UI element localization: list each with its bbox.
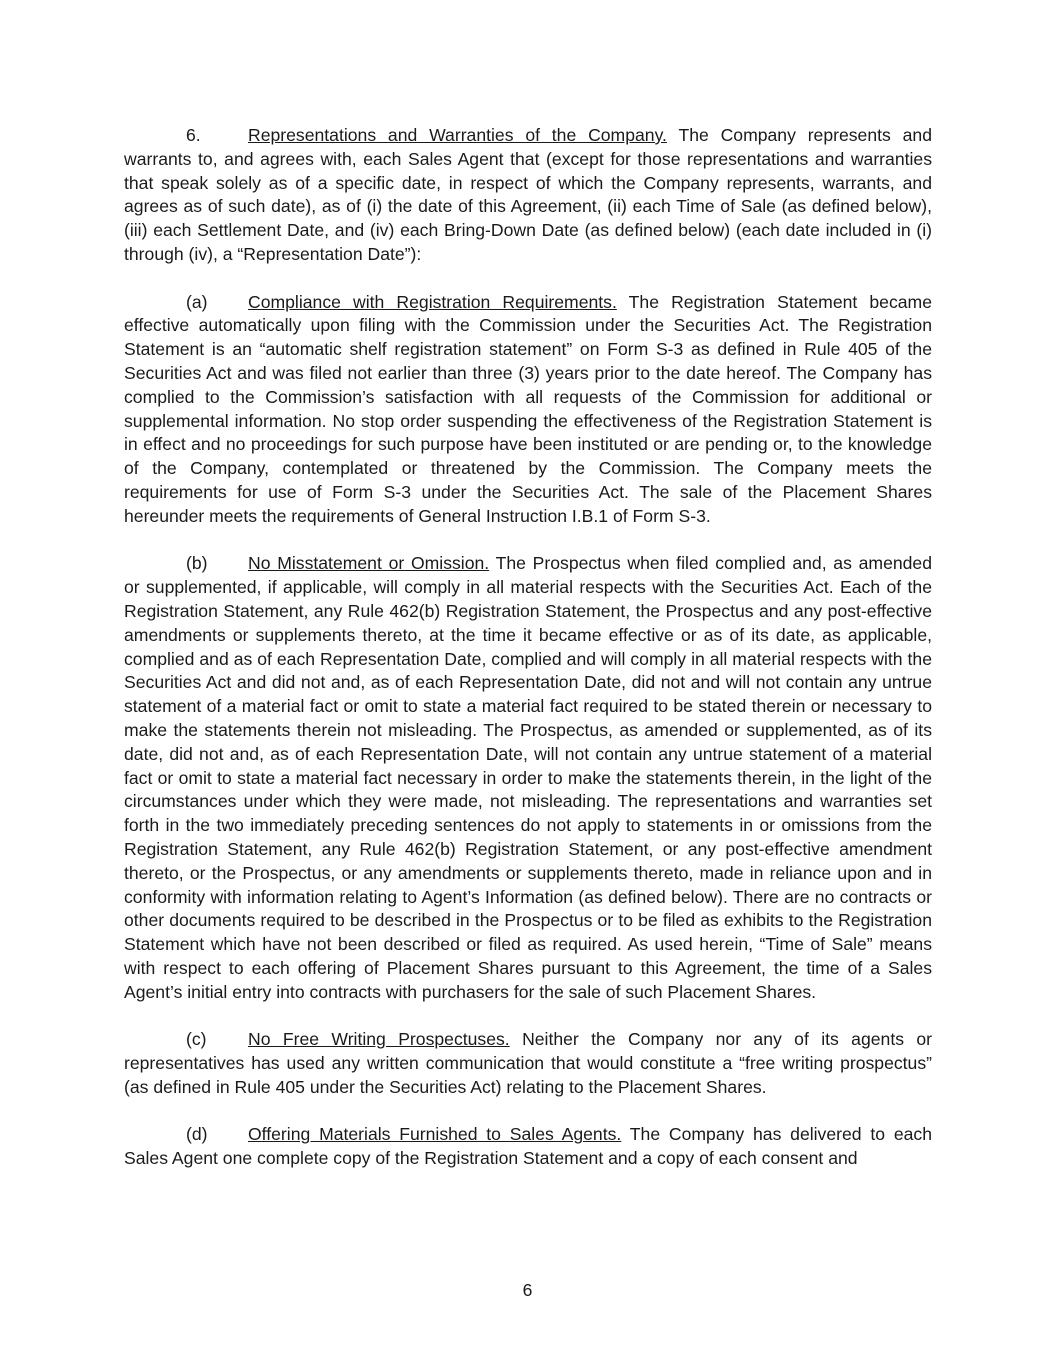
clause-b-paragraph	[124, 552, 932, 1004]
clause-label: (d)	[186, 1124, 208, 1145]
section-6-paragraph	[124, 124, 932, 267]
clause-a-paragraph	[124, 291, 932, 529]
clause-d-paragraph	[124, 1123, 932, 1171]
section-body: The Company represents and warrants to, and agrees with, each Sales Agent that (except for those representations and warranties that speak solely as of a specific date, in respect of which the Company represents, warrants, and agrees as of such date), as of (i) the date of this Agreement, (ii) each Time of Sale (as defined below), (iii) each Settlement Date, and (iv) each Bring-Down Date (as defined below) (each date included in (i) through (iv), a “Representation Date”):	[124, 125, 932, 264]
clause-body: Neither the Company nor any of its agents or representatives has used any written communication that would constitute a “free writing prospectus” (as defined in Rule 405 under the Securities Act) relating to the Placement Shares.	[124, 1029, 933, 1097]
clause-label: (b)	[186, 553, 208, 574]
document-page	[124, 124, 932, 1195]
clause-heading: No Misstatement or Omission.	[248, 553, 490, 574]
clause-heading: Offering Materials Furnished to Sales Agents.	[248, 1124, 622, 1145]
clause-body: The Prospectus when filed complied and, as amended or supplemented, if applicable, will comply in all material respects with the Securities Act. Each of the Registration Statement, any Rule 462(b) Registration Statement, the Prospectus and any post-effective amendments or supplements thereto, at the time it became effective or as of its date, as applicable, complied and as of each Representation Date, complied and will comply in all material respects with the Securities Act and did not and, as of each Representation Date, did not and will not contain any untrue statement of a material fact or omit to state a material fact required to be stated therein or necessary to make the statements therein not misleading. The Prospectus, as amended or supplemented, as of its date, did not and, as of each Representation Date, will not contain any untrue statement of a material fact or omit to state a material fact necessary in order to make the statements therein, in the light of the circumstances under which they were made, not misleading. The representations and warranties set forth in the two immediately preceding sentences do not apply to statements in or omissions from the Registration Statement, any Rule 462(b) Registration Statement, or any post-effective amendment thereto, or the Prospectus, or any amendments or supplements thereto, made in reliance upon and in conformity with information relating to Agent’s Information (as defined below). There are no contracts or other documents required to be described in the Prospectus or to be filed as exhibits to the Registration Statement which have not been described or filed as required. As used herein, “Time of Sale” means with respect to each offering of Placement Shares pursuant to this Agreement, the time of a Sales Agent’s initial entry into contracts with purchasers for the sale of such Placement Shares.	[124, 553, 932, 1002]
clause-label: (c)	[186, 1029, 207, 1050]
clause-body: The Registration Statement became effective automatically upon filing with the Commission under the Securities Act. The Registration Statement is an “automatic shelf registration statement” on Form S-3 as defined in Rule 405 of the Securities Act and was filed not earlier than three (3) years prior to the date hereof. The Company has complied to the Commission’s satisfaction with all requests of the Commission for additional or supplemental information. No stop order suspending the effectiveness of the Registration Statement is in effect and no proceedings for such purpose have been instituted or are pending or, to the knowledge of the Company, contemplated or threatened by the Commission. The Company meets the requirements for use of Form S-3 under the Securities Act. The sale of the Placement Shares hereunder meets the requirements of General Instruction I.B.1 of Form S-3.	[124, 291, 932, 526]
section-heading: Representations and Warranties of the Company.	[248, 125, 667, 145]
clause-heading: No Free Writing Prospectuses.	[248, 1029, 510, 1050]
clause-label: (a)	[186, 291, 208, 312]
page-number: 6	[522, 1280, 533, 1300]
section-number: 6.	[186, 125, 201, 145]
clause-c-paragraph	[124, 1028, 932, 1099]
clause-heading: Compliance with Registration Requirements.	[248, 291, 617, 312]
clause-body: The Company has delivered to each Sales Agent one complete copy of the Registration Statement and a copy of each consent and	[124, 1124, 933, 1169]
